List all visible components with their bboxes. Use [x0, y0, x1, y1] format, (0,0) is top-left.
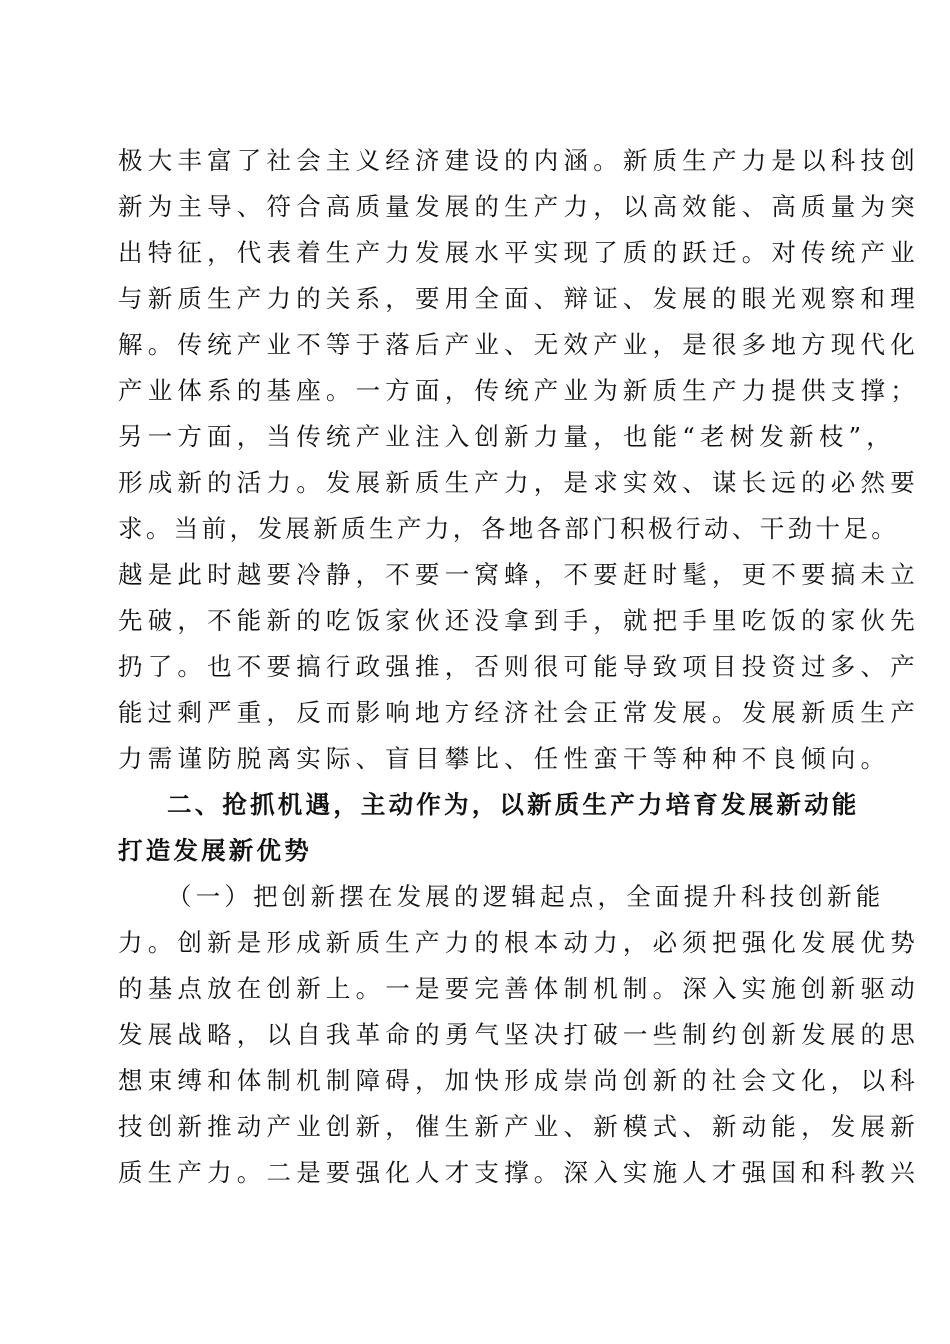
section-heading-continued: 打造发展新优势 — [118, 836, 312, 865]
body-text-line: 想束缚和体制机制障碍，加快形成崇尚创新的社会文化，以科 — [118, 1066, 920, 1095]
section-heading: 二、抢抓机遇，主动作为，以新质生产力培育发展新动能 — [167, 790, 860, 819]
body-text-line: 质生产力。二是要强化人才支撑。深入实施人才强国和科教兴 — [118, 1158, 920, 1187]
body-text-line: 解。传统产业不等于落后产业、无效产业，是很多地方现代化 — [118, 330, 920, 359]
body-text-line: 先破，不能新的吃饭家伙还没拿到手，就把手里吃饭的家伙先 — [118, 606, 920, 635]
body-text-line: 出特征，代表着生产力发展水平实现了质的跃迁。对传统产业 — [118, 238, 920, 267]
body-text-line: 发展战略，以自我革命的勇气坚决打破一些制约创新发展的思 — [118, 1020, 920, 1049]
body-text-line: 技创新推动产业创新，催生新产业、新模式、新动能，发展新 — [118, 1112, 920, 1141]
body-text-line: 另一方面，当传统产业注入创新力量，也能“老树发新枝”， — [118, 422, 896, 451]
body-text-line: 扔了。也不要搞行政强推，否则很可能导致项目投资过多、产 — [118, 652, 920, 681]
body-text-line: 的基点放在创新上。一是要完善体制机制。深入实施创新驱动 — [118, 974, 920, 1003]
body-text-line: 能过剩严重，反而影响地方经济社会正常发展。发展新质生产 — [118, 698, 920, 727]
body-text-line: 越是此时越要冷静，不要一窝蜂，不要赶时髦，更不要搞未立 — [118, 560, 920, 589]
body-text-line: 新为主导、符合高质量发展的生产力，以高效能、高质量为突 — [118, 192, 920, 221]
body-text-line: 求。当前，发展新质生产力，各地各部门积极行动、干劲十足。 — [118, 514, 900, 543]
body-text-line: 力。创新是形成新质生产力的根本动力，必须把强化发展优势 — [118, 928, 920, 957]
body-text-line: 形成新的活力。发展新质生产力，是求实效、谋长远的必然要 — [118, 468, 920, 497]
body-text-line: 与新质生产力的关系，要用全面、辩证、发展的眼光观察和理 — [118, 284, 920, 313]
sub-heading: （一）把创新摆在发展的逻辑起点，全面提升科技创新能 — [167, 882, 885, 911]
body-text-line: 极大丰富了社会主义经济建设的内涵。新质生产力是以科技创 — [118, 146, 920, 175]
body-text-line: 力需谨防脱离实际、盲目攀比、任性蛮干等种种不良倾向。 — [118, 744, 891, 773]
body-text-line: 产业体系的基座。一方面，传统产业为新质生产力提供支撑； — [118, 376, 920, 405]
